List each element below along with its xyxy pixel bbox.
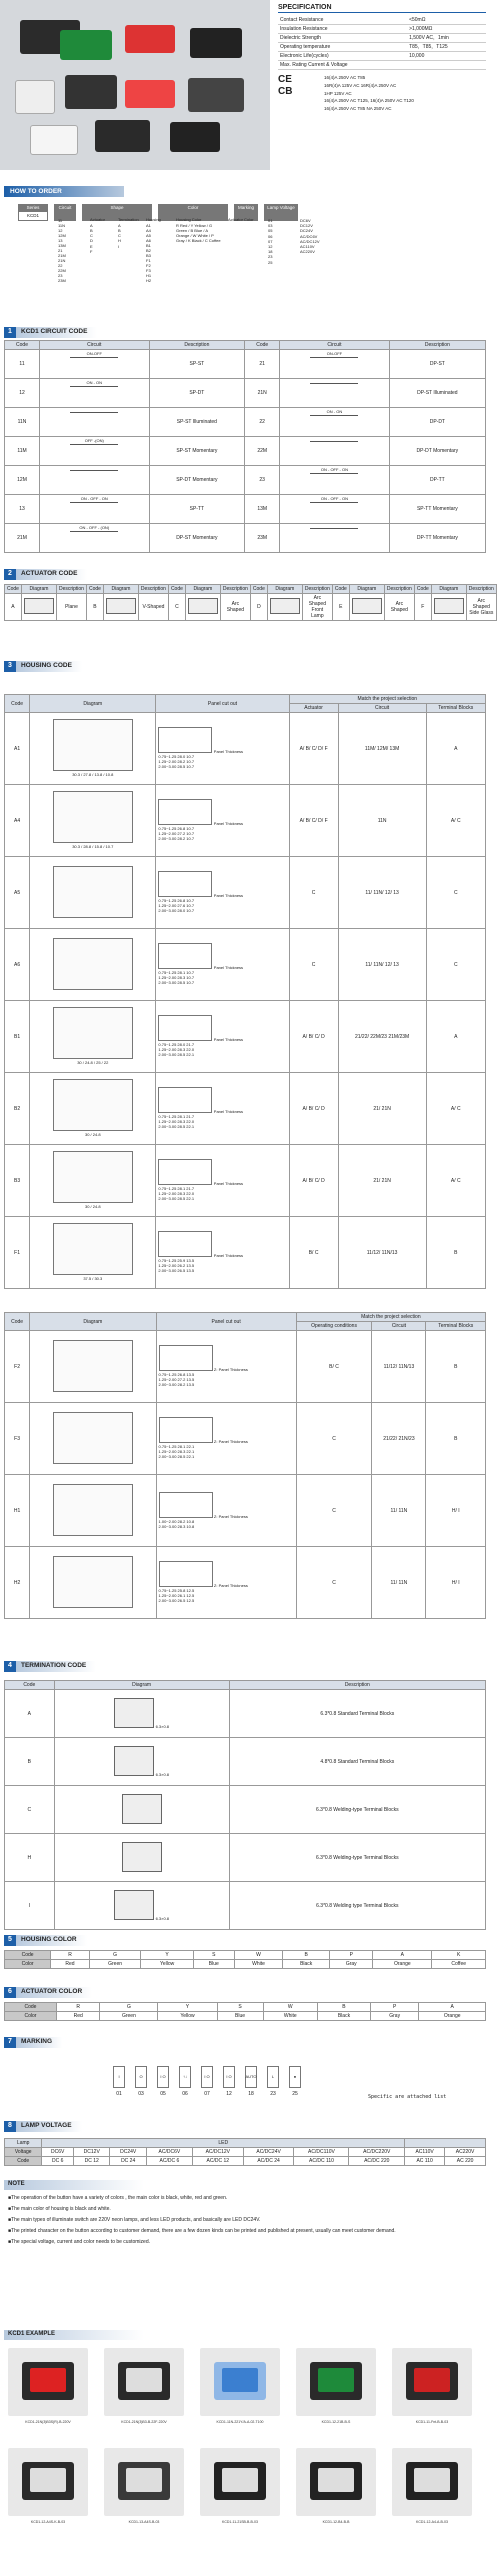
example-photo [8,2348,88,2416]
housing-diagram [53,1340,133,1392]
table-row: F3 Z: Panel Thickness 0.75~1.25 28.1 22.1 1.25~2.00 28.3 22.1 2.00~3.00 28.5 22.1 C 21/22/ 21N/23 B [5,1403,486,1475]
lamp-voltage-table [4,2138,486,2166]
note-item: ■The operation of the button have a variety of colors , the main color is black, white, red and green. [8,2195,228,2201]
housing-diagram [53,1007,133,1059]
section-actuator-code: 2 ACTUATOR CODE [0,568,490,580]
example-photo [392,2348,472,2416]
note-section [0,2180,490,2250]
table-row: Code R G Y S W B P A [5,2003,486,2012]
table-row: 12 ON - ON SP-DT 21N DP-ST Illuminated [5,379,486,408]
table-header: Code Diagram Panel cut out Match the project selection [5,695,486,704]
table-row: 21M ON - OFF - (ON) DP-ST Momentary 23M DP-TT Momentary [5,524,486,553]
actuator-color-table [4,2002,486,2021]
example-label: KCD1-11-21SB-B-B-03 [222,2520,258,2524]
marking-symbol: I O [223,2066,235,2088]
panel-cutout [158,727,212,753]
panel-cutout [158,1087,212,1113]
marking-item: I O 12 [220,2066,238,2097]
table-row: A4 30.3 / 28.8 / 15.8 / 10.7 Panel Thickness 0.75~1.25 26.8 10.7 1.25~2.00 27.2 10.7 2.00~3.00 28.2 10.7 A/ B/ C/ D/ F 11N A/ C [5,785,486,857]
example-photo [200,2348,280,2416]
table-row: A1 30.3 / 27.8 / 13.8 / 10.8 Panel Thickness 0.75~1.25 28.0 10.7 1.25~2.00 28.2 10.7 2.00~3.00 28.5 10.7 A/ B/ C/ D/ F 11M/ 12M/ 13M A [5,713,486,785]
housing-diagram [53,719,133,771]
panel-cutout [159,1345,213,1371]
table-header: Operating conditions Circuit Terminal Blocks [5,1322,486,1331]
example-label: KCD1-21N(3)B3-B-22F-220V [121,2420,167,2424]
panel-cutout [158,1159,212,1185]
marking-item: O 03 [132,2066,150,2097]
section-actuator-color: 6 ACTUATOR COLOR [0,1986,490,1998]
table-row: H1 Z: Panel Thickness 1.00~2.00 28.2 10.8 2.00~3.00 28.3 10.8 C 11/ 11N H/ I [5,1475,486,1547]
section-marking: 7 MARKING [0,2036,490,2048]
housing-diagram [53,1556,133,1608]
panel-cutout [158,871,212,897]
housing-diagram [53,1079,133,1131]
table-row: I 6.3×0.8 6.3*0.8 Welding type Terminal Blocks [5,1882,486,1930]
housing-code-table-2 [4,1312,486,1619]
section-lamp-voltage: 8 LAMP VOLTAGE [0,2120,490,2132]
section-termination-code: 4 TERMINATION CODE [0,1660,490,1672]
product-photo [0,0,270,170]
example-label: KCD1-21N(3)B3S(R)-B-220V [25,2420,71,2424]
table-header: Code Diagram Panel cut out Match the project selection [5,1313,486,1322]
panel-cutout [158,1231,212,1257]
table-header: Actuator Circuit Terminal Blocks [5,704,486,713]
circuit-code-table [4,340,486,553]
table-row: 12M SP-DT Momentary 23 ON - OFF - ON DP-TT [5,466,486,495]
table-row: A5 Panel Thickness 0.75~1.25 26.8 10.7 1.25~2.00 27.6 10.7 2.00~3.00 28.0 10.7 C 11/ 11N/ 12/ 13 C [5,857,486,929]
panel-cutout [158,1015,212,1041]
table-row: A Plane B V-Shaped C Arc Shaped D Arc Shaped Front Lamp E Arc Shaped F Arc Shaped Side Glass [5,594,497,621]
marking-symbol: AUTO [245,2066,257,2088]
example-label: KCD1-12-A4-A-B-03 [416,2520,448,2524]
marking-item: AUTO 18 [242,2066,260,2097]
housing-diagram [53,1151,133,1203]
table-row: C 6.3*0.8 Welding-type Terminal Blocks [5,1786,486,1834]
example-photo [296,2348,376,2416]
top-banner [0,0,490,182]
marking-item: I 01 [110,2066,128,2097]
table-row: Voltage DC6V DC12V DC24V AC/DC6V AC/DC12V AC/DC24V AC/DC110V AC/DC220V AC110V AC220V [5,2148,486,2157]
marking-symbol: O [135,2066,147,2088]
table-row: F1 37.5 / 30.3 Panel Thickness 0.75~1.25 25.9 13.5 1.25~2.00 26.2 13.5 2.00~3.00 26.5 13.5 B/ C 11/12/ 11N/13 B [5,1217,486,1289]
note-item: ■The main types of illuminate switch are 220V neon lamps, and less LED products, and basically are LED DC24V. [8,2217,261,2223]
table-row: F2 Z: Panel Thickness 0.75~1.25 26.8 13.5 1.25~2.00 27.2 13.5 2.00~3.00 28.2 13.5 B/ C 11/12/ 11N/13 B [5,1331,486,1403]
marking-symbol: ● [289,2066,301,2088]
table-row: Max. Rating Current & Voltage [278,61,486,70]
table-row: Insulation Resistance >1,000MΩ [278,25,486,34]
table-row: Color Red Green Yellow Blue White Black Gray Orange [5,2012,486,2021]
marking-item: L 23 [264,2066,282,2097]
table-row: 11 ON-OFF SP-ST 21 ON-OFF DP-ST [5,350,486,379]
marking-note: Specific are attached list [368,2094,447,2100]
termination-code-table [4,1680,486,1930]
example-photo [104,2448,184,2516]
housing-diagram [53,938,133,990]
marking-symbol: L [267,2066,279,2088]
table-row: Electronic Life(cycles) 10,000 [278,52,486,61]
marking-item: I O 07 [198,2066,216,2097]
table-row: Code R G Y S W B P A K [5,1951,486,1960]
panel-cutout [159,1417,213,1443]
specification-panel: SPECIFICATION Contact Resistance <50mΩ Insulation Resistance >1,000MΩ Dielectric Strength 1,500V AC，1min Operating temperature T85，T85，T125 Electronic Life(cycles) 10,000 Max. Rating Current & Voltage CE CB 16(4)A 250V AC T85 16R(4)A 125V AC 16R(4)A 250V AC 1HP 125V AC 16(4)A 250V AC T125, 16(4)A 250V AC T120 16(4)A 250V AC T85 NA 250V AC [278,4,486,113]
panel-cutout [158,943,212,969]
marking-item: ↑↓ 06 [176,2066,194,2097]
housing-diagram [53,1484,133,1536]
example-label: KCD1-12-A4S-K-B-03 [30,2520,66,2524]
example-photo [104,2348,184,2416]
note-title: NOTE [4,2180,144,2190]
housing-diagram [53,866,133,918]
note-item: ■The printed character on the button according to customer demand, there are a few dozen kinds can be printed and published at present, usually can meet customer demand. [8,2228,396,2234]
note-item: ■The special voltage, current and color needs to be customized. [8,2239,150,2245]
table-row: B 6.3×0.8 4.8*0.8 Standard Terminal Blocks [5,1738,486,1786]
table-row: A 6.3×0.8 6.3*0.8 Standard Terminal Blocks [5,1690,486,1738]
table-row: Contact Resistance <50mΩ [278,16,486,25]
table-row: Dielectric Strength 1,500V AC，1min [278,34,486,43]
table-row: Code DC 6 DC 12 DC 24 AC/DC 6 AC/DC 12 AC/DC 24 AC/DC 110 AC/DC 220 AC 110 AC 220 [5,2157,486,2166]
housing-diagram [53,791,133,843]
example-label: KCD1-12-21B-B-S [321,2420,351,2424]
marking-item: I O 05 [154,2066,172,2097]
table-header: Code Circuit Description Code Circuit Description [5,341,486,350]
panel-cutout [159,1561,213,1587]
panel-cutout [159,1492,213,1518]
marking-symbol: I O [157,2066,169,2088]
how-to-order-title: HOW TO ORDER [4,186,124,197]
example-label: KCD1-11N-221Y/A-A-02-T100 [216,2420,264,2424]
spec-title: SPECIFICATION [278,4,486,13]
table-row: A6 Panel Thickness 0.75~1.25 28.1 10.7 1.25~2.00 28.3 10.7 2.00~3.00 28.5 10.7 C 11/ 11N/ 12/ 13 C [5,929,486,1001]
table-row: B3 30 / 24.8 Panel Thickness 0.75~1.25 28.1 21.7 1.25~2.00 28.3 22.0 2.00~3.00 28.5 22.1 A/ B/ C/ D 21/ 21N A/ C [5,1145,486,1217]
table-row: B1 30 / 24.8 / 25 / 22 Panel Thickness 0.75~1.25 28.0 21.7 1.25~2.00 28.3 22.0 2.00~3.00 28.5 22.1 A/ B/ C/ D 21/22/ 22M/23 21M/23M A [5,1001,486,1073]
example-label: KCD1-11-Fnt-B-B-03 [415,2420,449,2424]
marking-symbol: ↑↓ [179,2066,191,2088]
example-label: KCD1-13-A4S-B-03 [128,2520,160,2524]
marking-symbol: I [113,2066,125,2088]
marking-symbols [110,2066,304,2097]
example-photo [296,2448,376,2516]
housing-diagram [53,1412,133,1464]
table-header: Lamp LED [5,2139,486,2148]
table-header: Code Diagram Description Code Diagram Description Code Diagram Description Code Diagram Description Code Diagram Description Code Diagram Description [5,585,497,594]
marking-item: ● 25 [286,2066,304,2097]
table-row: H2 Z: Panel Thickness 0.75~1.25 25.8 12.5 1.25~2.00 26.1 12.5 2.00~3.00 26.5 12.5 C 11/ 11N H/ I [5,1547,486,1619]
housing-diagram [53,1223,133,1275]
housing-code-table [4,694,486,1289]
housing-color-table [4,1950,486,1969]
marking-symbol: I O [201,2066,213,2088]
actuator-code-table [4,584,497,621]
table-header: Code Diagram Description [5,1681,486,1690]
table-row: 11M OFF -(ON) SP-ST Momentary 22M DP-DT Momentary [5,437,486,466]
example-label: KCD1-12-B4-B-B [322,2520,350,2524]
spec-table [278,16,486,70]
table-row: B2 30 / 24.8 Panel Thickness 0.75~1.25 28.1 21.7 1.25~2.00 28.3 22.0 2.00~3.00 28.5 22.1 A/ B/ C/ D 21/ 21N A/ C [5,1073,486,1145]
table-row: H 6.3*0.8 Welding-type Terminal Blocks [5,1834,486,1882]
section-circuit-code: 1 KCD1 CIRCUIT CODE [0,326,490,338]
note-item: ■The main color of housing is black and white. [8,2206,111,2212]
how-to-order: HOW TO ORDER Series KCD1 Circuit Shape Color Marking Lamp Voltage 11 11N 12 12M 13 13M 21 21M 21N 22 22M 23 23M Actuator A B C D E F Termination A B C H I Housing A1 A4 A5 A6 B1 B2 B3 F1 F2 F3 H1 H2 Housing Color R Red / Y Yellow / G Green / B Blue / A Orange / W White / P Gray / K Black / C Coffee Actuator Color 01 03 05 06 07 12 18 23 25 DC6V DC12V DC24V AC/DC6V AC/DC12V AC110V AC220V [0,186,490,318]
table-row: Color Red Green Yellow Blue White Black Gray Orange Coffee [5,1960,486,1969]
table-row: Operating temperature T85，T85，T125 [278,43,486,52]
table-row: 11N SP-ST Illuminated 22 ON - ON DP-DT [5,408,486,437]
example-photo [8,2448,88,2516]
table-row: 13 ON - OFF - ON SP-TT 13M ON - OFF - ON SP-TT Momentary [5,495,486,524]
example-title: KCD1 EXAMPLE [4,2330,144,2340]
section-housing-color: 5 HOUSING COLOR [0,1934,490,1946]
example-section [0,2330,490,2560]
panel-cutout [158,799,212,825]
cert-logos: CE CB [278,74,293,98]
example-photo [392,2448,472,2516]
section-housing-code: 3 HOUSING CODE [0,660,490,672]
example-photo [200,2448,280,2516]
